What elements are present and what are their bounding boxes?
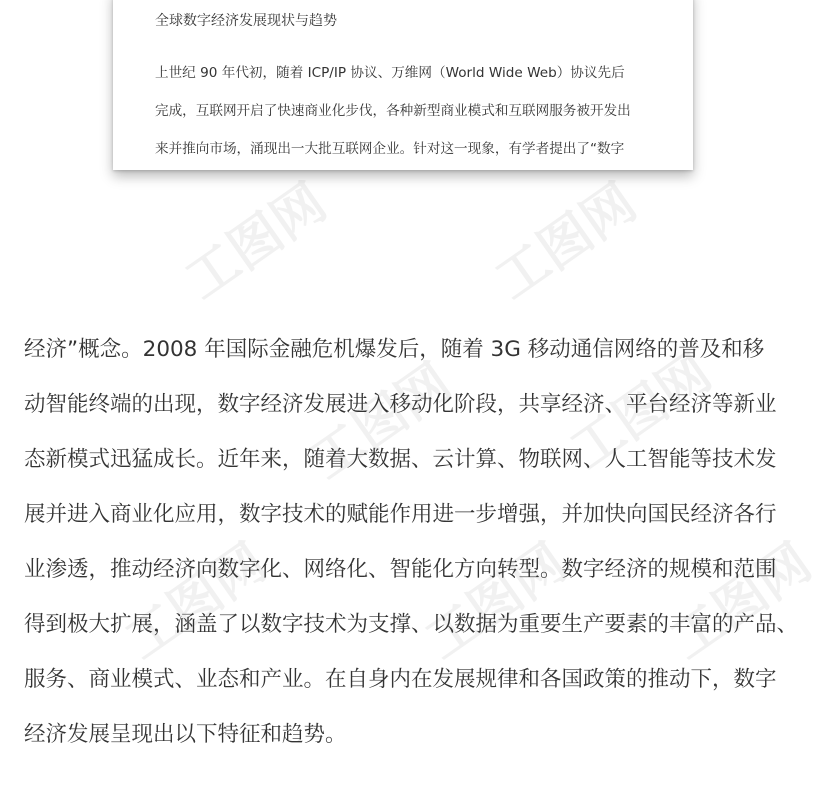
document-title: 全球数字经济发展现状与趋势 bbox=[155, 13, 337, 29]
body-line: 经济发展呈现出以下特征和趋势。 bbox=[24, 722, 347, 747]
document-paragraph bbox=[155, 54, 655, 168]
body-line: 展并进入商业化应用，数字技术的赋能作用进一步增强，并加快向国民经济各行 bbox=[24, 502, 777, 527]
body-line: 业渗透，推动经济向数字化、网络化、智能化方向转型。数字经济的规模和范围 bbox=[24, 557, 777, 582]
watermark-text: 工图网 bbox=[300, 352, 463, 492]
body-paragraph bbox=[24, 322, 799, 762]
watermark-text: 工图网 bbox=[560, 342, 723, 482]
document-card bbox=[113, 0, 693, 170]
body-line: 动智能终端的出现，数字经济发展进入移动化阶段，共享经济、平台经济等新业 bbox=[24, 392, 777, 417]
watermark-text: 工图网 bbox=[660, 532, 823, 672]
body-line: 得到极大扩展，涵盖了以数字技术为支撑、以数据为重要生产要素的丰富的产品、 bbox=[24, 612, 799, 637]
body-line: 服务、商业模式、业态和产业。在自身内在发展规律和各国政策的推动下，数字 bbox=[24, 667, 777, 692]
paragraph-line: 来并推向市场，涌现出一大批互联网企业。针对这一现象，有学者提出了“数字 bbox=[155, 141, 625, 157]
body-line: 态新模式迅猛成长。近年来，随着大数据、云计算、物联网、人工智能等技术发 bbox=[24, 447, 777, 472]
watermark-text: 工图网 bbox=[415, 532, 578, 672]
paragraph-line: 完成，互联网开启了快速商业化步伐，各种新型商业模式和互联网服务被开发出 bbox=[155, 103, 631, 119]
watermark-text: 工图网 bbox=[485, 172, 648, 312]
watermark-text: 工图网 bbox=[175, 172, 338, 312]
paragraph-line: 上世纪 90 年代初，随着 ICP/IP 协议、万维网（World Wide Web）协议先后 bbox=[155, 65, 625, 81]
body-line: 经济”概念。2008 年国际金融危机爆发后，随着 3G 移动通信网络的普及和移 bbox=[24, 337, 765, 362]
watermark-text: 工图网 bbox=[115, 532, 278, 672]
